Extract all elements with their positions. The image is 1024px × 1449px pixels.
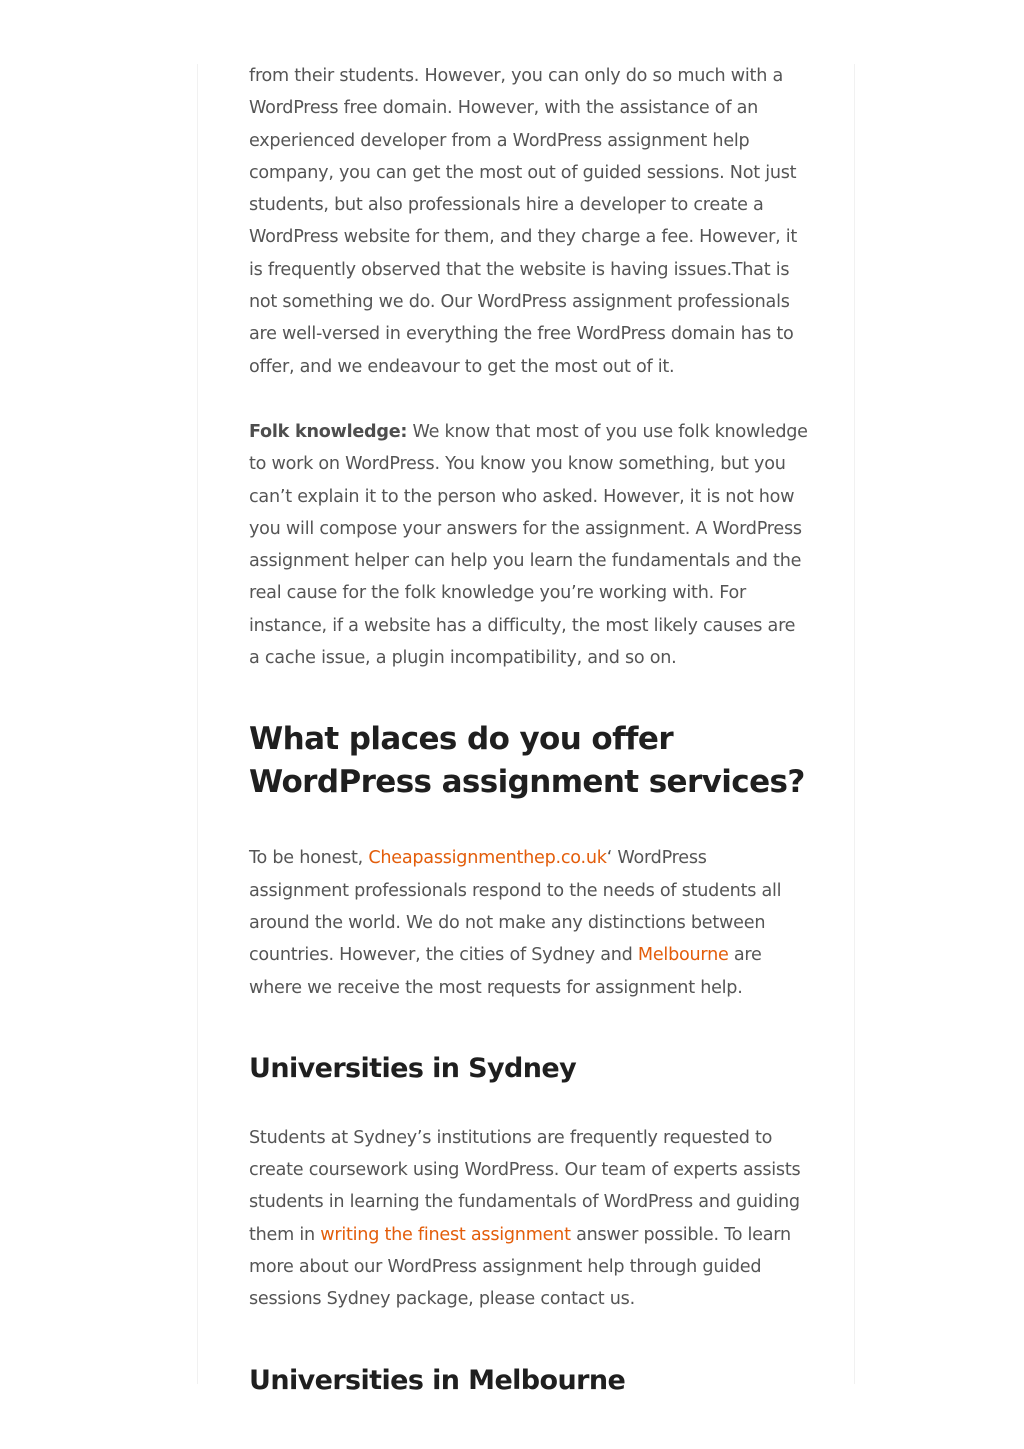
places-text-end: are where we receive the most requests for assignment help. <box>249 945 762 998</box>
finest-assignment-link[interactable]: writing the finest assignment <box>320 1224 571 1245</box>
paragraph-folk-knowledge <box>249 416 809 674</box>
heading-places-offered: What places do you offer WordPress assignment services? <box>249 721 805 801</box>
places-text-middle: ‘ WordPress assignment professionals respond to the needs of students all around the world. We do not make any distinctions between countries. However, the cities of Sydney and <box>249 848 782 966</box>
places-text-intro: To be honest, <box>249 848 369 869</box>
paragraph-sydney <box>249 1122 809 1316</box>
sydney-text-end: answer possible. To learn more about our WordPress assignment help through guided sessions Sydney package, please contact us. <box>249 1224 791 1310</box>
folk-knowledge-label: Folk knowledge: <box>249 421 408 442</box>
paragraph-wordpress-domain: from their students. However, you can only do so much with a WordPress free domain. However, with the assistance of an experienced developer from a WordPress assignment help company, you can get the most out of guided sessions. Not just students, but also professionals hire a developer to create a WordPress website for them, and they charge a fee. However, it is frequently observed that the website is having issues.That is not something we do. Our WordPress assignment professionals are well-versed in everything the free WordPress domain has to offer, and we endeavour to get the most out of it. <box>249 66 798 377</box>
sydney-text-intro: Students at Sydney’s institutions are frequently requested to create coursework using WordPress. Our team of experts assists students in learning the fundamentals of WordPress and guiding them in <box>249 1127 801 1245</box>
melbourne-link[interactable]: Melbourne <box>637 945 729 966</box>
heading-universities-melbourne: Universities in Melbourne <box>249 1364 626 1396</box>
heading-universities-sydney: Universities in Sydney <box>249 1052 577 1084</box>
cheapassignment-link[interactable]: Cheapassignmenthep.co.uk <box>368 848 607 869</box>
folk-knowledge-text: We know that most of you use folk knowledge to work on WordPress. You know you know something, but you can’t explain it to the person who asked. However, it is not how you will compose your answers for the assignment. A WordPress assignment helper can help you learn the fundamentals and the real cause for the folk knowledge you’re working with. For instance, if a website has a difficulty, the most likely causes are a cache issue, a plugin incompatibility, and so on. <box>249 421 808 669</box>
paragraph-places <box>249 842 809 1003</box>
article-content <box>249 60 809 1401</box>
